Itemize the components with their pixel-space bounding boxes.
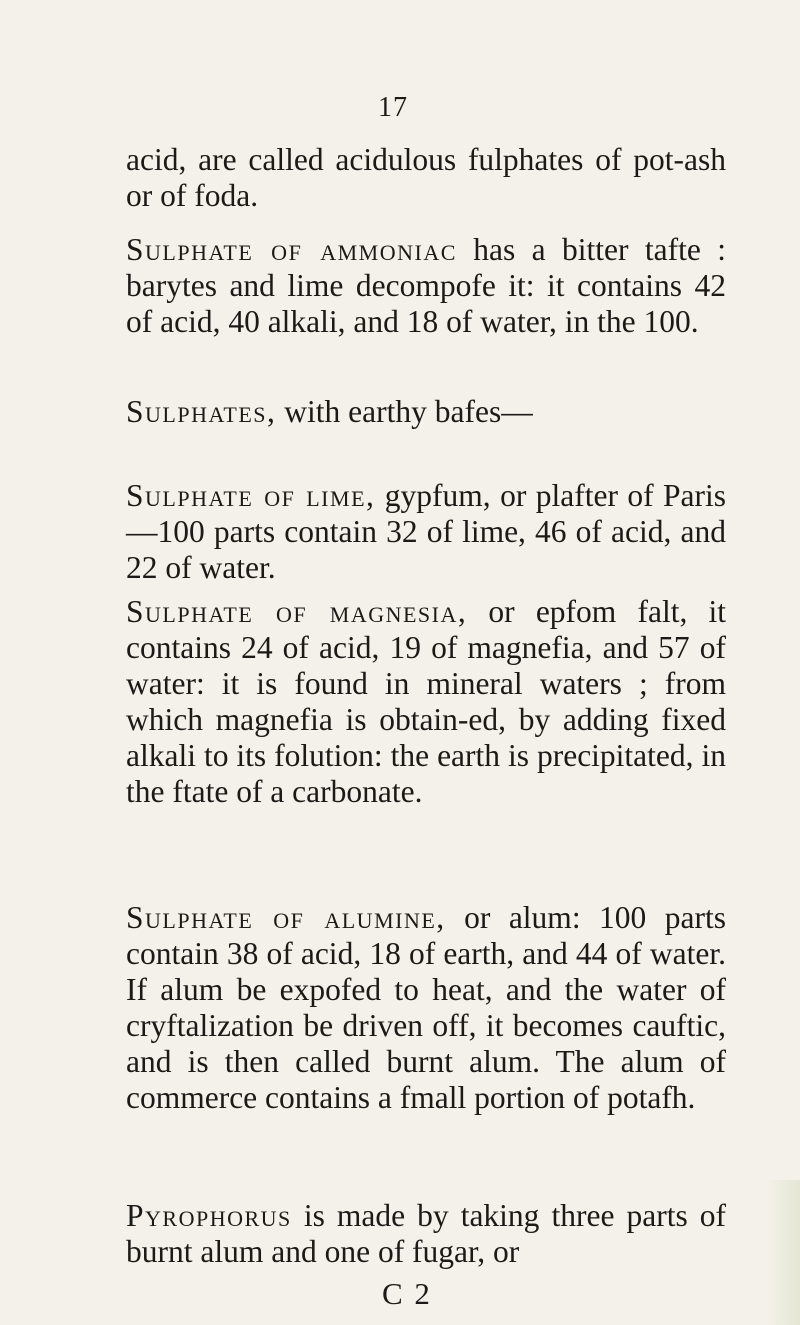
paragraph-text: acid, are called acidulous fulphates of pot-ash or of foda.	[126, 142, 726, 213]
page-edge-stain	[766, 1180, 800, 1325]
term-heading: Sulphate of magnesia,	[126, 594, 468, 629]
term-heading: Sulphate of lime,	[126, 478, 376, 513]
paragraph-text: or epfom falt, it contains 24 of acid, 19 of magnefia, and 57 of water: it is found in mineral waters ; from which magnefia is obtain-ed, by adding fixed alkali to its folution: the earth is precipitated, in the ftate of a carbonate.	[126, 594, 726, 809]
paragraph-sulphate-alumine	[126, 900, 726, 1116]
signature-mark: C 2	[382, 1276, 432, 1311]
paragraph-text: is made by taking three parts of burnt alum and one of fugar, or	[126, 1198, 726, 1269]
term-heading: Sulphate of alumine,	[126, 900, 446, 935]
paragraph-acidulous	[126, 142, 726, 214]
paragraph-text: has a bitter tafte : barytes and lime decompofe it: it contains 42 of acid, 40 alkali, and 18 of water, in the 100.	[126, 232, 727, 339]
paragraph-pyrophorus	[126, 1198, 726, 1270]
paragraph-text: or alum: 100 parts contain 38 of acid, 18 of earth, and 44 of water. If alum be expofed to heat, and the water of cryftalization be driven off, it becomes cauftic, and is then called burnt alum. The alum of commerce contains a fmall portion of potafh.	[126, 900, 726, 1115]
paragraph-sulphate-lime	[126, 478, 726, 586]
paragraph-sulphate-magnesia	[126, 594, 726, 810]
term-heading: Sulphates,	[126, 394, 277, 429]
page-number: 17	[378, 92, 408, 123]
term-heading: Pyrophorus	[126, 1198, 292, 1233]
paragraph-sulphates-earthy	[126, 394, 726, 430]
paragraph-text: with earthy bafes—	[276, 394, 533, 429]
paragraph-sulphate-ammoniac	[126, 232, 726, 340]
term-heading: Sulphate of ammoniac	[126, 232, 457, 267]
paragraph-text: gypfum, or plafter of Paris—100 parts contain 32 of lime, 46 of acid, and 22 of water.	[126, 478, 726, 585]
